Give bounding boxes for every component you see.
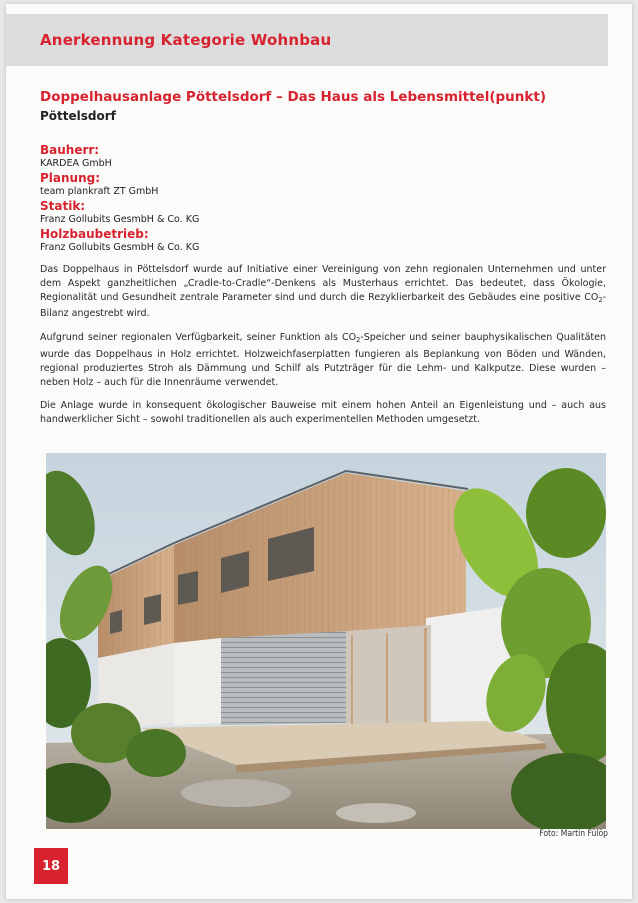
credit-value-bauherr: KARDEA GmbH	[40, 158, 112, 169]
body-paragraph-1-text-end: -Bilanz angestrebt wird.	[40, 291, 606, 320]
credit-value-statik: Franz Gollubits GesmbH & Co. KG	[40, 214, 200, 225]
article-title: Doppelhausanlage Pöttelsdorf – Das Haus als Lebensmittel(punkt)	[40, 89, 546, 105]
credit-label-holzbaubetrieb: Holzbaubetrieb:	[40, 227, 149, 241]
project-credits	[40, 143, 600, 255]
body-paragraph-3: Die Anlage wurde in konsequent ökologischer Bauweise mit einem hohen Anteil an Eigenleistung und – auch aus handwerklicher Sicht – sowohl traditionellen als auch experimentellen Methoden umgesetzt.	[40, 400, 606, 426]
credit-label-planung: Planung:	[40, 171, 101, 185]
photo-caption: Foto: Martin Fülöp	[539, 829, 608, 839]
credit-value-planung: team plankraft ZT GmbH	[40, 186, 159, 197]
credit-label-statik: Statik:	[40, 199, 86, 213]
co2-subscript: 2	[356, 336, 361, 345]
page-number: 18	[34, 848, 68, 884]
credit-label-bauherr: Bauherr:	[40, 143, 100, 157]
body-paragraph-1-text: Das Doppelhaus in Pöttelsdorf wurde auf Initiative einer Vereinigung von zehn regionalen Unternehmen und unter dem Aspekt ganzheitlichen „Cradle-to-Cradle“-Denkens als Musterhaus errichtet. Das bedeutet, dass Ökologie, Regionalität und Gesundheit zentrale Parameter sind und durch die Rezyklierbarkeit des Gebäudes eine positive CO	[40, 264, 606, 303]
article-location: Pöttelsdorf	[40, 109, 116, 123]
co2-subscript: 2	[598, 295, 603, 304]
body-paragraph-2	[40, 331, 606, 389]
house-photo	[46, 453, 606, 829]
article-body	[40, 263, 606, 437]
credit-value-holzbaubetrieb: Franz Gollubits GesmbH & Co. KG	[40, 242, 200, 253]
category-title: Anerkennung Kategorie Wohnbau	[40, 31, 332, 49]
body-paragraph-2-text: Aufgrund seiner regionalen Verfügbarkeit, seiner Funktion als CO	[40, 332, 357, 344]
body-paragraph-2-text-end: -Speicher und seiner bauphysikalischen Qualitäten wurde das Doppelhaus in Holz errichtet. Holzweichfaserplatten fungieren als Beplankung von Böden und Wänden, regional produziertes Stroh als Dämmung und Schilf als Putzträger für die Lehm- und Kalkputze. Diese wurden – neben Holz – auch für die Innenräume verwendet.	[40, 332, 606, 388]
body-paragraph-1	[40, 263, 606, 321]
